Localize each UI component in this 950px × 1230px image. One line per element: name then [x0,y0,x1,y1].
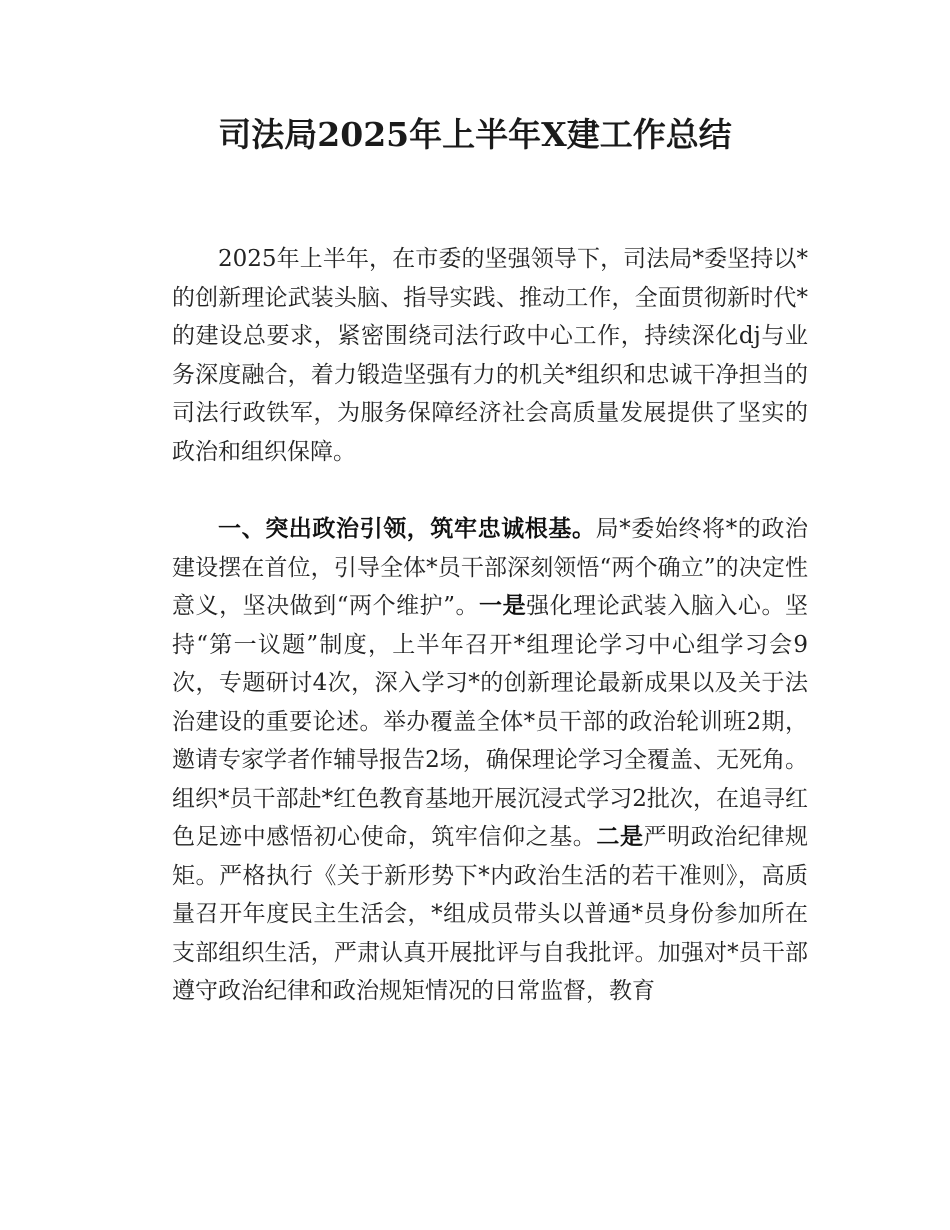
point-2-label: 二是 [596,823,644,850]
document-title: 司法局2025年上半年X建工作总结 [218,115,732,154]
point-2-text: 严明政治纪律规矩。严格执行《关于新形势下*内政治生活的若干准则》，高质量召开年度民主生活会，*组成员带头以普通*员身份参加所在支部组织生活，严肃认真开展批评与自我批评。加强对*员干部遵守政治纪律和政治规矩情况的日常监督，教育 [172,824,809,1004]
intro-paragraph: 2025年上半年，在市委的坚强领导下，司法局*委坚持以*的创新理论武装头脑、指导实践、推动工作，全面贯彻新时代*的建设总要求，紧密围绕司法行政中心工作，持续深化dj与业务深度融合，着力锻造坚强有力的机关*组织和忠诚干净担当的司法行政铁军，为服务保障经济社会高质量发展提供了坚实的政治和组织保障。 [172,246,808,465]
section-1-paragraph [172,510,808,1011]
section-1-lead-text: 局*委始终将*的政治建设摆在首位，引导全体*员干部深刻领悟“两个确立”的决定性意义，坚决做到“两个维护”。 [172,516,809,619]
section-1-heading: 一、突出政治引领，筑牢忠诚根基。 [218,515,596,542]
point-1-label: 一是 [479,592,527,619]
point-1-text: 强化理论武装入脑入心。坚持“第一议题”制度，上半年召开*组理论学习中心组学习会9次，专题研讨4次，深入学习*的创新理论最新成果以及关于法治建设的重要论述。举办覆盖全体*员干部的政治轮训班2期，邀请专家学者作辅导报告2场，确保理论学习全覆盖、无死角。组织*员干部赴*红色教育基地开展沉浸式学习2批次，在追寻红色足迹中感悟初心使命，筑牢信仰之基。 [172,593,809,850]
